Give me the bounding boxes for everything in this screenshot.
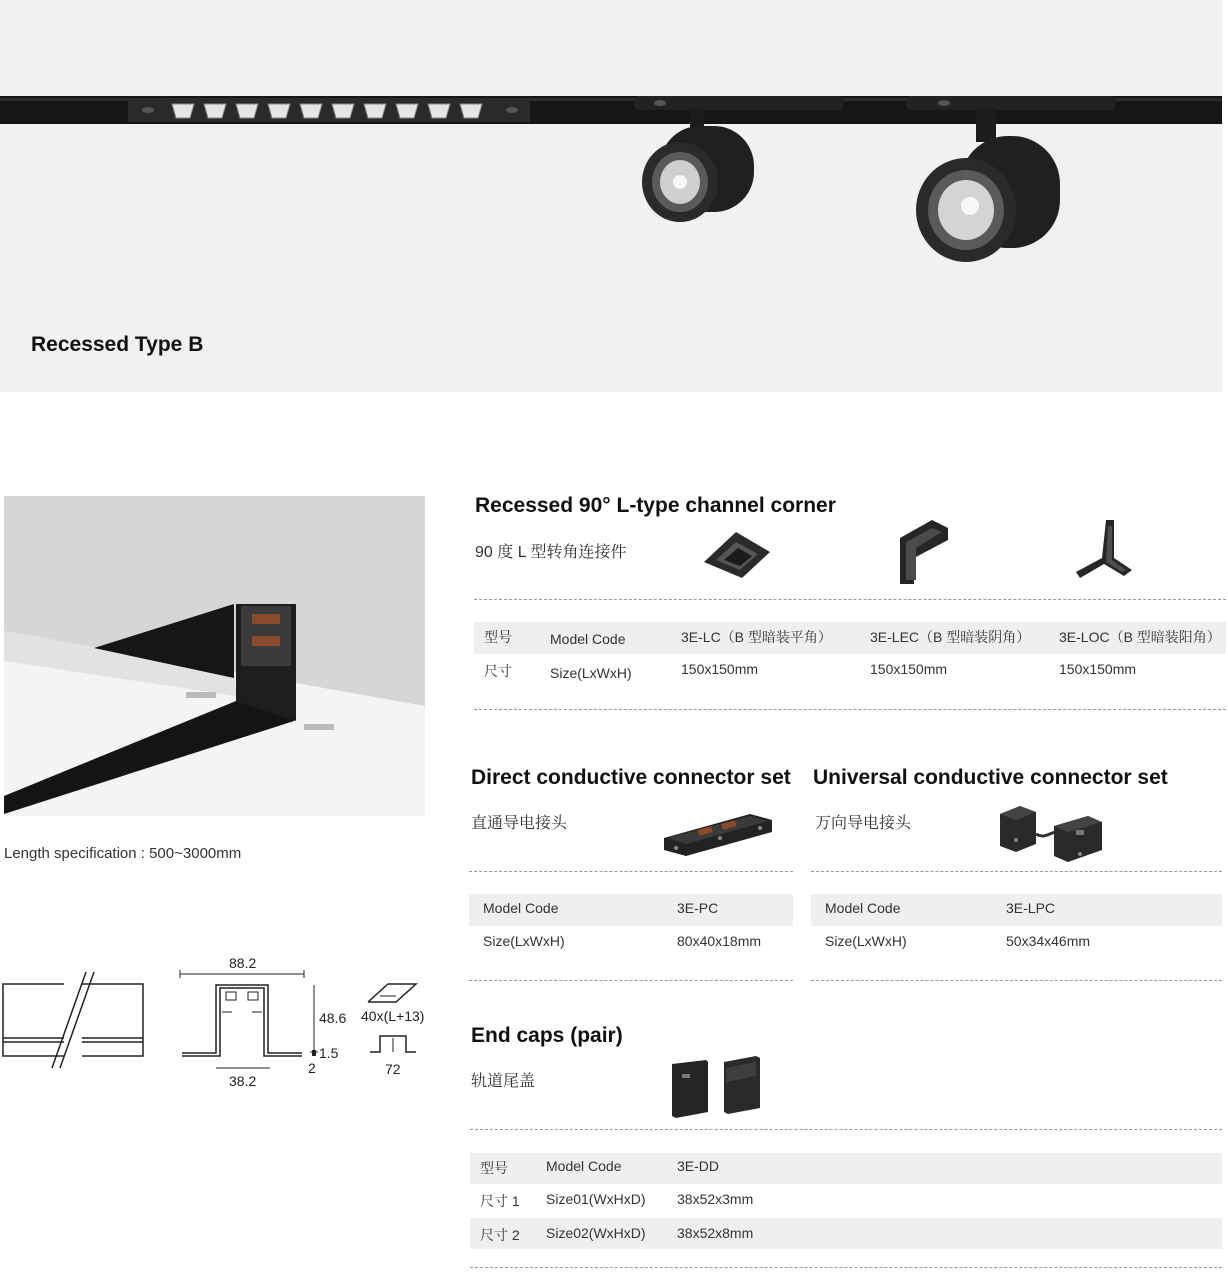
slot-size-label: 40x(L+13) xyxy=(361,1008,425,1024)
endcaps-size1-en: Size01(WxHxD) xyxy=(546,1191,646,1207)
corner-size-lec: 150x150mm xyxy=(870,661,948,677)
corner-model-cn: 型号 xyxy=(484,629,512,645)
slot-width-label: 72 xyxy=(385,1061,401,1077)
recessed-channel-render xyxy=(4,496,425,816)
endcaps-model-cn: 型号 xyxy=(480,1160,508,1176)
endcaps-size2-value: 38x52x8mm xyxy=(677,1225,754,1241)
corner-size-lc: 150x150mm xyxy=(681,661,759,677)
endcaps-size1-cn: 尺寸 1 xyxy=(480,1193,520,1209)
channel-length-diagram xyxy=(2,968,148,1072)
endcaps-section-title: End caps (pair) xyxy=(471,1024,623,1047)
corner-section-subtitle: 90 度 L 型转角连接件 xyxy=(475,544,627,561)
hero-title: Recessed Type B xyxy=(31,333,204,356)
direct-section-subtitle: 直通导电接头 xyxy=(471,815,568,832)
endcaps-size1-value: 38x52x3mm xyxy=(677,1191,754,1207)
inner-corner-image xyxy=(896,518,952,588)
direct-model-label: Model Code xyxy=(483,900,559,916)
corner-model-lec: 3E-LEC（B 型暗装阴角） xyxy=(870,629,1031,645)
direct-model-value: 3E-PC xyxy=(677,900,719,916)
universal-divider-bottom xyxy=(811,980,1222,981)
dim-flange: 2 xyxy=(308,1060,316,1076)
universal-divider-top xyxy=(811,871,1222,872)
corner-model-loc: 3E-LOC（B 型暗装阳角） xyxy=(1059,629,1221,645)
corner-model-en: Model Code xyxy=(550,631,626,647)
slot-profile-icon xyxy=(368,1032,418,1056)
corner-section-title: Recessed 90° L-type channel corner xyxy=(475,494,836,517)
dim-height: 48.6 xyxy=(319,1010,347,1026)
direct-divider-top xyxy=(469,871,793,872)
endcaps-section-subtitle: 轨道尾盖 xyxy=(471,1073,536,1090)
direct-divider-bottom xyxy=(469,980,793,981)
endcaps-model-value: 3E-DD xyxy=(677,1158,720,1174)
universal-model-value: 3E-LPC xyxy=(1006,900,1056,916)
outer-corner-image xyxy=(1074,518,1136,590)
end-caps-image xyxy=(668,1054,764,1120)
hero-banner xyxy=(0,0,1222,392)
endcaps-model-en: Model Code xyxy=(546,1158,622,1174)
endcaps-size2-en: Size02(WxHxD) xyxy=(546,1225,646,1241)
endcaps-divider-top xyxy=(470,1129,1222,1130)
ceiling-slot-icon xyxy=(366,982,420,1006)
endcaps-divider-bottom xyxy=(470,1267,1222,1268)
universal-size-label: Size(LxWxH) xyxy=(825,933,907,949)
corner-divider-top xyxy=(474,599,1226,600)
universal-section-title: Universal conductive connector set xyxy=(813,766,1168,789)
endcaps-size2-cn: 尺寸 2 xyxy=(480,1227,520,1243)
universal-size-value: 50x34x46mm xyxy=(1006,933,1091,949)
corner-model-lc: 3E-LC（B 型暗装平角） xyxy=(681,629,832,645)
direct-section-title: Direct conductive connector set xyxy=(471,766,791,789)
direct-size-value: 80x40x18mm xyxy=(677,933,762,949)
universal-section-subtitle: 万向导电接头 xyxy=(815,815,912,832)
universal-connector-image xyxy=(996,804,1108,866)
dim-top-width: 88.2 xyxy=(229,955,257,971)
dim-lip: 1.5 xyxy=(319,1045,339,1061)
dim-bottom-width: 38.2 xyxy=(229,1073,257,1089)
corner-size-en: Size(LxWxH) xyxy=(550,665,632,681)
universal-model-label: Model Code xyxy=(825,900,901,916)
direct-size-label: Size(LxWxH) xyxy=(483,933,565,949)
length-specification: Length specification : 500~3000mm xyxy=(4,845,242,862)
flat-corner-image xyxy=(702,522,772,582)
corner-size-loc: 150x150mm xyxy=(1059,661,1137,677)
direct-connector-image xyxy=(660,808,776,860)
corner-divider-bottom xyxy=(474,709,1226,710)
corner-size-cn: 尺寸 xyxy=(484,663,512,679)
